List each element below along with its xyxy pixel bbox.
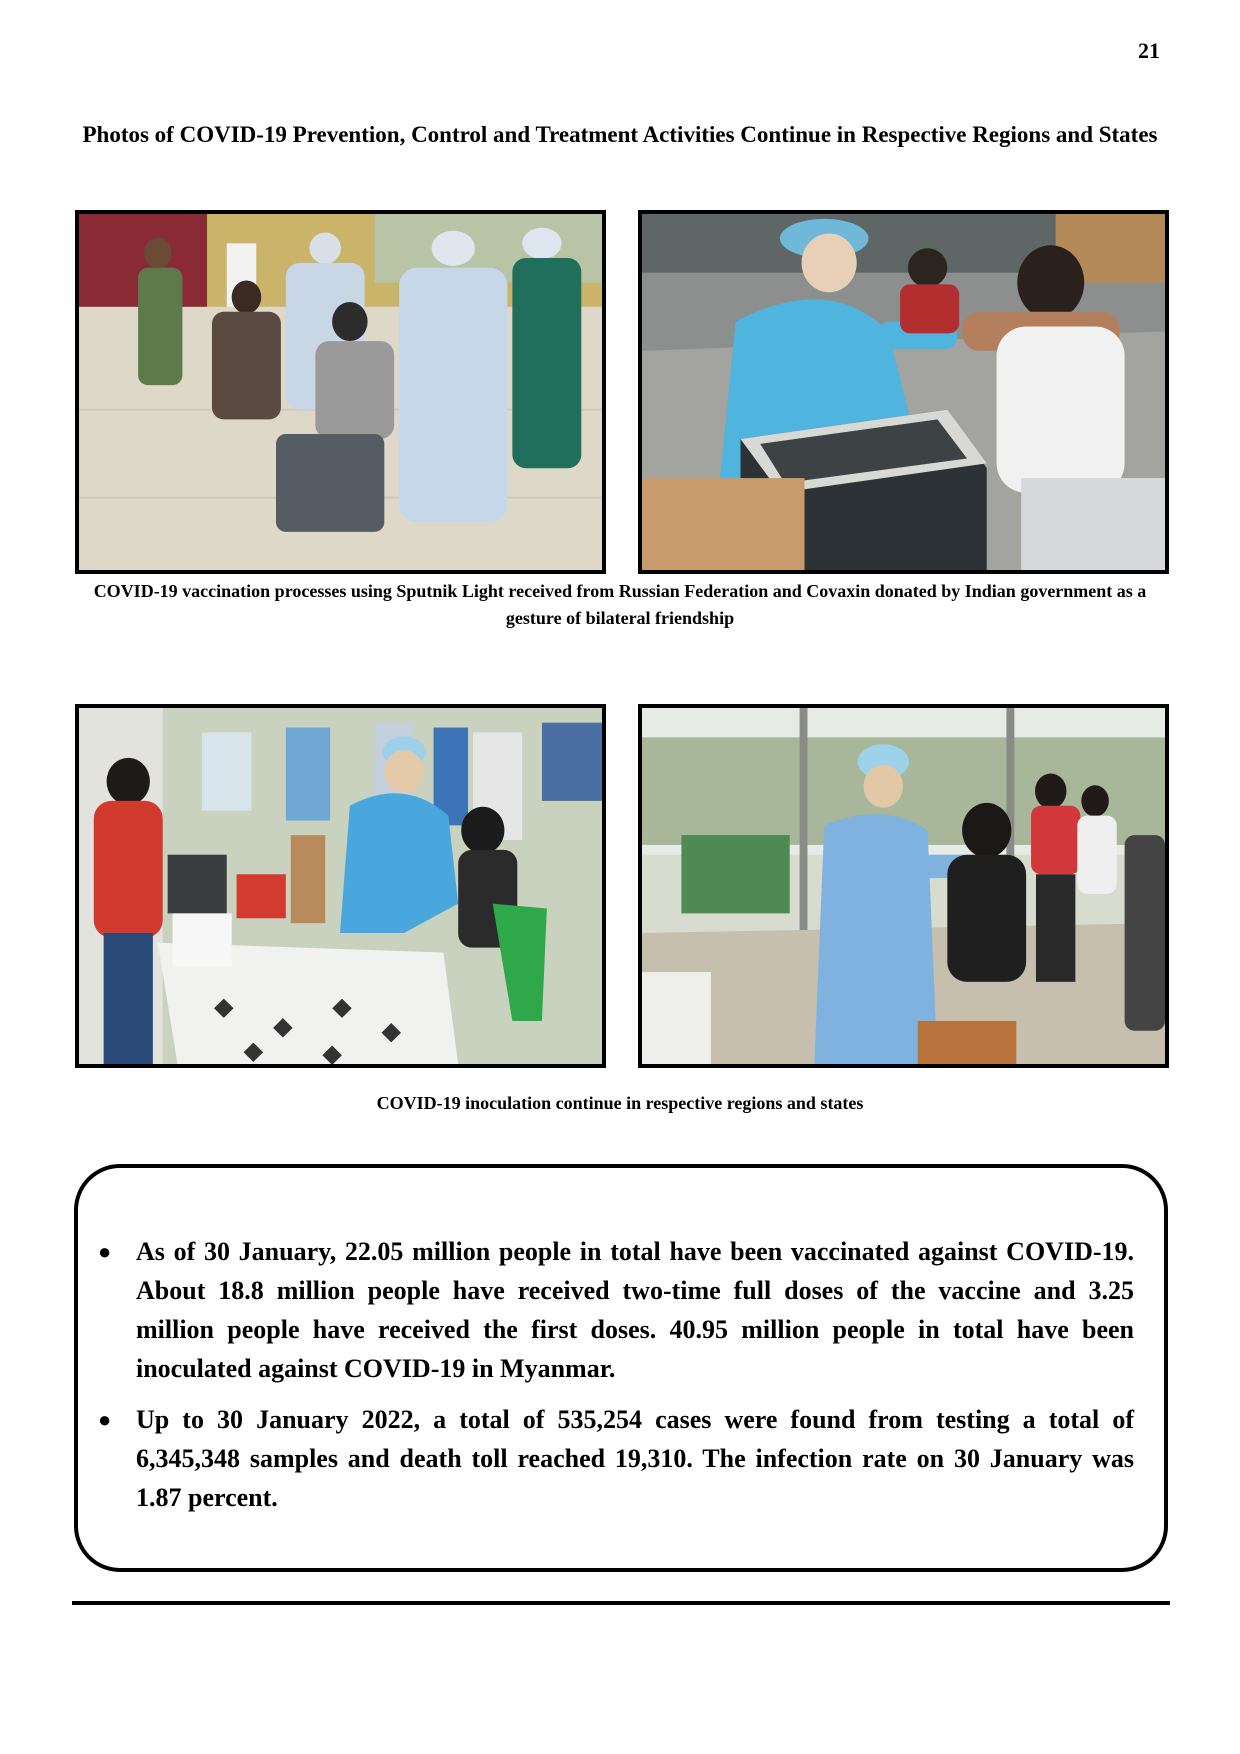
bullet-dot-icon: ●: [98, 1239, 112, 1264]
photo-row-1-caption: COVID-19 vaccination processes using Sputnik Light received from Russian Federation and Covaxin donated by Indian government as a gesture of bilateral friendship: [93, 581, 1147, 628]
page-number: 21: [1138, 38, 1160, 63]
summary-info-box: [74, 1164, 1168, 1572]
summary-bullet-item: [98, 1400, 1134, 1517]
bottom-divider: [72, 1601, 1170, 1605]
photo-clinic-room: [75, 704, 606, 1068]
page-title: Photos of COVID-19 Prevention, Control and Treatment Activities Continue in Respective Regions and States: [82, 122, 1158, 147]
photo-vaccination-hall: [75, 210, 606, 574]
summary-bullet-text: Up to 30 January 2022, a total of 535,254 cases were found from testing a total of 6,345,348 samples and death toll reached 19,310. The infection rate on 30 January was 1.87 percent.: [136, 1405, 1134, 1512]
bullet-dot-icon: ●: [98, 1407, 112, 1432]
summary-bullet-item: [98, 1232, 1134, 1388]
photo-outdoor-vaccination: [638, 704, 1169, 1068]
summary-bullet-list: [78, 1168, 1164, 1517]
summary-bullet-text: As of 30 January, 22.05 million people in total have been vaccinated against COVID-19. About 18.8 million people have received two-time full doses of the vaccine and 3.25 million people have received the first doses. 40.95 million people in total have been inoculated against COVID-19 in Myanmar.: [136, 1237, 1134, 1383]
photo-vaccination-cooler: [638, 210, 1169, 574]
photo-row-2-caption: COVID-19 inoculation continue in respective regions and states: [376, 1093, 864, 1113]
